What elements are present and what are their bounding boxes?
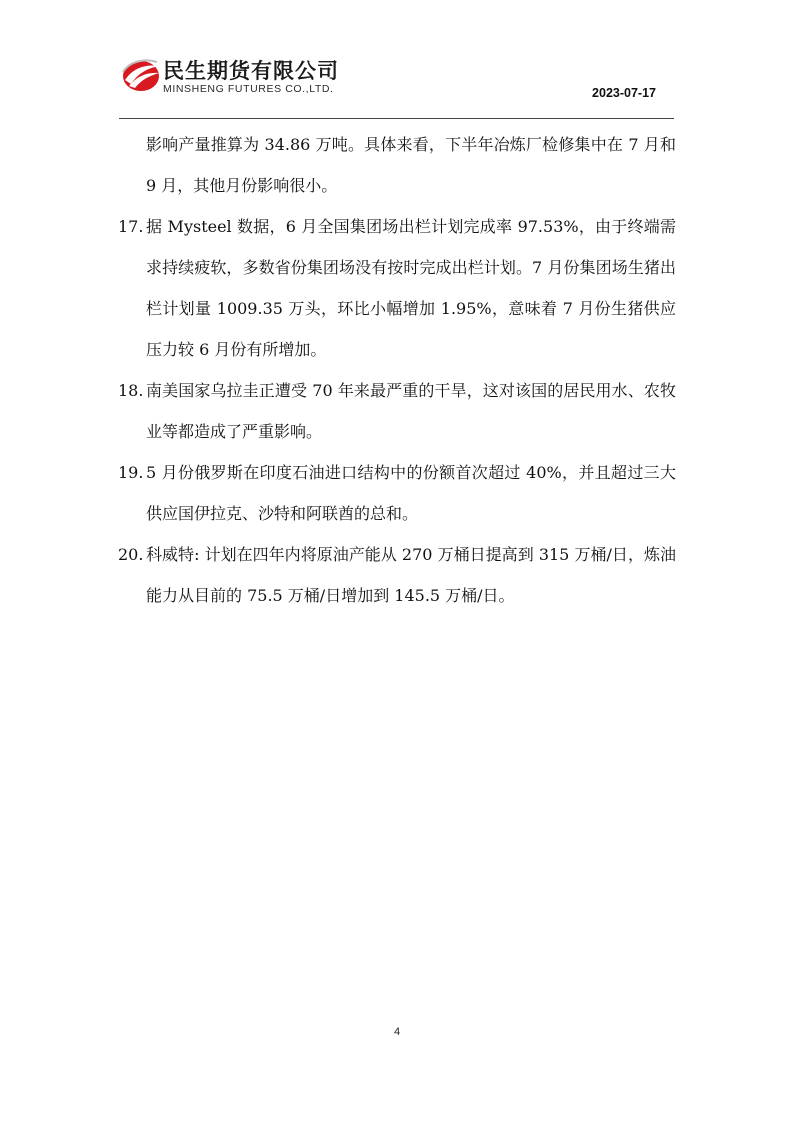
continuation-paragraph <box>118 124 676 206</box>
item-text: 南美国家乌拉圭正遭受 70 年来最严重的干旱，这对该国的居民用水、农牧业等都造成了严重影响。 <box>146 381 676 441</box>
company-name-cn: 民生期货有限公司 <box>163 59 339 83</box>
header-divider <box>119 118 674 119</box>
item-text: 科威特: 计划在四年内将原油产能从 270 万桶日提高到 315 万桶/日，炼油能力从目前的 75.5 万桶/日增加到 145.5 万桶/日。 <box>146 545 676 605</box>
minsheng-logo-icon <box>121 56 161 94</box>
list-item <box>118 370 676 452</box>
news-list <box>118 124 676 616</box>
company-name-en: MINSHENG FUTURES CO.,LTD. <box>163 83 334 95</box>
item-number: 18. <box>118 381 144 400</box>
item-number: 17. <box>118 217 144 236</box>
list-item <box>118 534 676 616</box>
page-number: 4 <box>393 1026 401 1038</box>
page-header <box>119 52 674 118</box>
item-text: 5 月份俄罗斯在印度石油进口结构中的份额首次超过 40%，并且超过三大供应国伊拉克、沙特和阿联酋的总和。 <box>146 463 676 523</box>
paragraph-text: 影响产量推算为 34.86 万吨。具体来看，下半年冶炼厂检修集中在 7 月和 9 月，其他月份影响很小。 <box>146 135 676 195</box>
item-text: 据 Mysteel 数据，6 月全国集团场出栏计划完成率 97.53%，由于终端需求持续疲软，多数省份集团场没有按时完成出栏计划。7 月份集团场生猪出栏计划量 1009.35 万头，环比小幅增加 1.95%，意味着 7 月份生猪供应压力较 6 月份有所增加。 <box>146 217 676 359</box>
item-number: 19. <box>118 463 144 482</box>
report-date: 2023-07-17 <box>592 86 656 100</box>
list-item <box>118 206 676 370</box>
list-item <box>118 452 676 534</box>
item-number: 20. <box>118 545 144 564</box>
